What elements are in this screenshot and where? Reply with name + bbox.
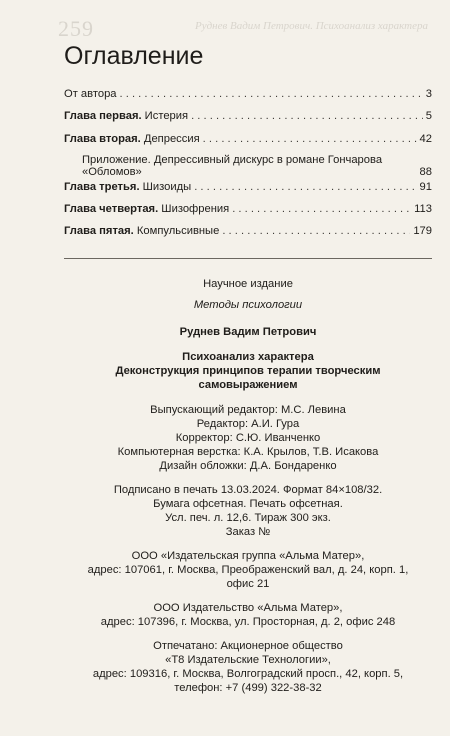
printer-line: Отпечатано: Акционерное общество xyxy=(153,640,343,652)
print-info: Подписано в печать 13.03.2024. Формат 84×108/32. xyxy=(113,484,383,496)
series: Методы психологии xyxy=(193,299,303,311)
toc-title: Оглавление xyxy=(64,42,204,70)
divider xyxy=(64,258,432,259)
print-info: Усл. печ. л. 12,6. Тираж 300 экз. xyxy=(165,512,331,524)
credit-line: Редактор: А.И. Гура xyxy=(196,418,300,430)
page-number: 259 xyxy=(58,16,94,41)
running-head: Руднев Вадим Петрович. Психоанализ характера xyxy=(195,20,428,32)
print-info: Бумага офсетная. Печать офсетная. xyxy=(153,498,343,510)
toc-page: 91 xyxy=(419,181,432,193)
toc-page: 5 xyxy=(425,110,432,122)
edition-type: Научное издание xyxy=(203,278,293,290)
publisher-line: адрес: 107396, г. Москва, ул. Просторная, д. 2, офис 248 xyxy=(100,616,396,628)
author: Руднев Вадим Петрович xyxy=(179,326,317,338)
publisher-line: офис 21 xyxy=(226,578,270,590)
printer-line: «Т8 Издательские Технологии», xyxy=(165,654,331,666)
toc-entry[interactable]: Глава третья. Шизоиды . . . 91 xyxy=(64,181,432,193)
publisher-line: ООО «Издательская группа «Альма Матер», xyxy=(131,550,365,562)
print-info: Заказ № xyxy=(225,526,271,538)
toc-entry[interactable]: Глава первая. Истерия . . . 5 xyxy=(64,110,432,122)
book-subtitle: Деконструкция принципов терапии творческим xyxy=(115,365,381,377)
credit-line: Компьютерная верстка: К.А. Крылов, Т.В. Исакова xyxy=(117,446,379,458)
toc-page: 3 xyxy=(425,88,432,100)
printer-line: телефон: +7 (499) 322-38-32 xyxy=(174,682,322,694)
toc-entry[interactable]: От автора . . . 3 xyxy=(64,88,432,100)
credit-line: Дизайн обложки: Д.А. Бондаренко xyxy=(159,460,337,472)
toc-entry[interactable]: Глава пятая. Компульсивные . . . 179 xyxy=(64,225,432,237)
publisher-line: ООО Издательство «Альма Матер», xyxy=(153,602,343,614)
publisher-line: адрес: 107061, г. Москва, Преображенский вал, д. 24, корп. 1, xyxy=(87,564,409,576)
book-title: Психоанализ характера xyxy=(182,351,314,363)
credit-line: Выпускающий редактор: М.С. Левина xyxy=(150,404,346,416)
toc-page: 42 xyxy=(419,133,432,145)
imprint xyxy=(64,278,432,698)
book-subtitle-cont: самовыражением xyxy=(198,379,298,391)
toc-entry[interactable]: Глава четвертая. Шизофрения . . . 113 xyxy=(64,203,432,215)
credit-line: Корректор: С.Ю. Иванченко xyxy=(175,432,321,444)
toc-entry[interactable]: Глава вторая. Депрессия . . . 42 xyxy=(64,133,432,145)
printer-line: адрес: 109316, г. Москва, Волгоградский просп., 42, корп. 5, xyxy=(92,668,404,680)
toc-page: 179 xyxy=(413,225,432,237)
toc-page: 113 xyxy=(414,203,432,215)
toc-page: 88 xyxy=(419,166,432,178)
toc-entry-appendix[interactable]: Приложение. Депрессивный дискурс в романе Гончарова «Обломов» 88 xyxy=(82,154,432,178)
